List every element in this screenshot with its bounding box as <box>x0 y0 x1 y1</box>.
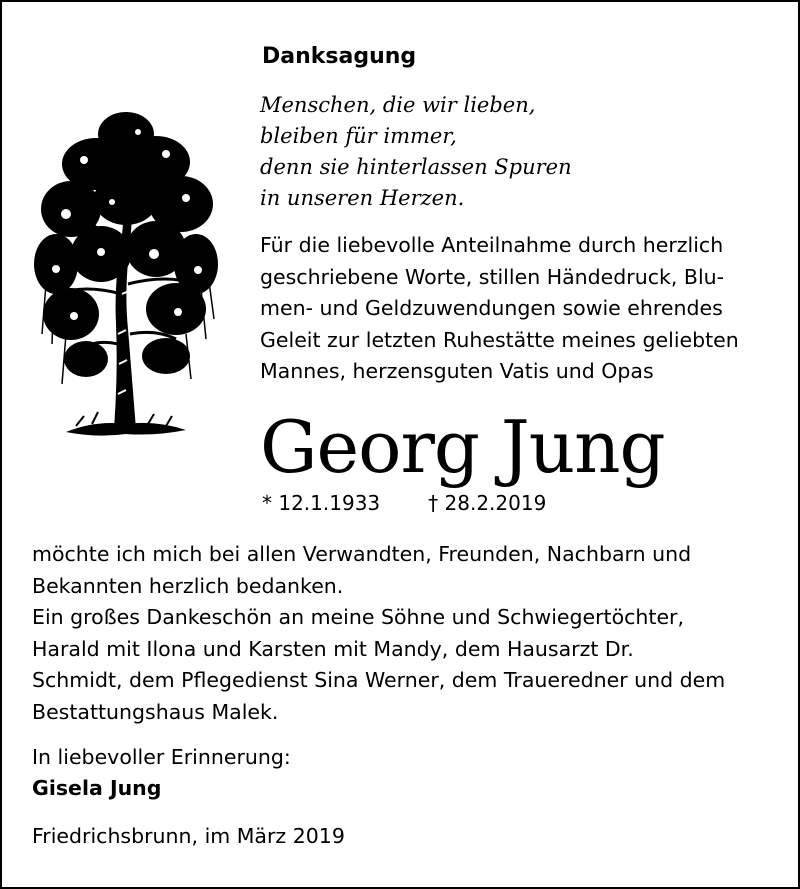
birth-date: * 12.1.1933 <box>262 491 381 515</box>
intro-line: Geleit zur letzten Ruhestätte meines geliebten <box>260 327 739 352</box>
closing-block <box>32 742 291 804</box>
body-line: Harald mit Ilona und Karsten mit Mandy, dem Hausarzt Dr. <box>32 636 634 661</box>
heading: Danksagung <box>262 44 417 69</box>
death-date: † 28.2.2019 <box>428 491 547 515</box>
poem <box>260 90 572 214</box>
deceased-name: Georg Jung <box>260 405 665 489</box>
intro-line: Für die liebevolle Anteilnahme durch herzlich <box>260 233 724 257</box>
intro-text <box>260 230 780 388</box>
intro-line: geschriebene Worte, stillen Händedruck, Blu- <box>260 264 725 289</box>
thanks-text <box>32 539 777 728</box>
place-date: Friedrichsbrunn, im März 2019 <box>32 824 345 848</box>
poem-line: Menschen, die wir lieben, <box>260 93 536 117</box>
poem-line: denn sie hinterlassen Spuren <box>260 155 572 179</box>
intro-line: men- und Geldzuwendungen sowie ehrendes <box>260 296 723 320</box>
birch-tree-icon <box>26 94 221 444</box>
body-line: Ein großes Dankeschön an meine Söhne und Schwiegertöchter, <box>32 605 684 629</box>
poem-line: in unseren Herzen. <box>260 186 465 210</box>
body-line: möchte ich mich bei allen Verwandten, Freunden, Nachbarn und <box>32 542 692 566</box>
poem-line: bleiben für immer, <box>260 124 457 148</box>
intro-line: Mannes, herzensguten Vatis und Opas <box>260 359 654 383</box>
body-line: Schmidt, dem Pflegedienst Sina Werner, dem Traueredner und dem <box>32 668 726 692</box>
signature: Gisela Jung <box>32 776 162 800</box>
body-line: Bekannten herzlich bedanken. <box>32 573 344 598</box>
life-dates <box>262 490 546 516</box>
body-line: Bestattungshaus Malek. <box>32 699 279 724</box>
closing-phrase: In liebevoller Erinnerung: <box>32 745 291 769</box>
